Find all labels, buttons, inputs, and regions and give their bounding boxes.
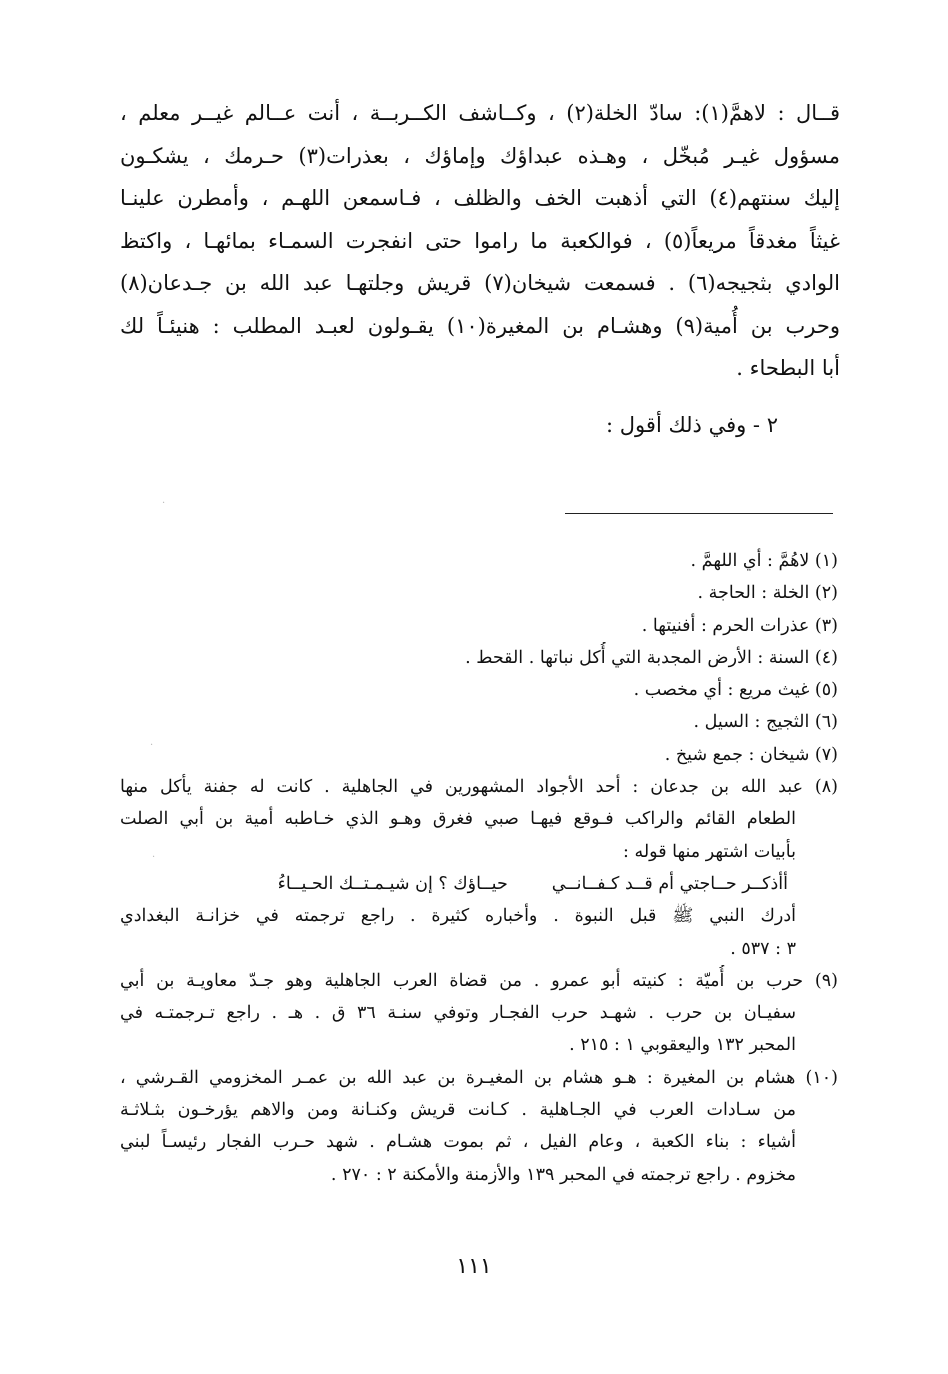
footnote-line: (٩) حرب بن أُميّة : كنيته أبو عمرو . من قضاة العرب الجاهلية وهو جـدّ معاويـة بن أبي xyxy=(120,970,838,991)
verse-first-hemistich: أأذكــر حــاجتي أم قــد كـفــانــي xyxy=(551,873,788,894)
footnote-line: (٨) عبد الله بن جدعان : أحد الأجواد المشهورين في الجاهلية . كانت له جفنة يأكل منها xyxy=(120,777,838,798)
footnote-line: (٤) السنة : الأرض المجدبة التي أُكل نباتها . القحط . xyxy=(465,647,838,668)
scan-speck: · xyxy=(162,498,166,509)
verse-second-hemistich: حيــاؤك ؟ إن شيـمـتــك الحـيــاءُ xyxy=(277,873,508,894)
footnote-divider xyxy=(565,513,833,514)
main-line: مسؤول غيـر مُبخّل ، وهـذه عبداؤك وإماؤك ، بعذرات(٣) حـرمك ، يشكـون xyxy=(120,143,840,168)
footnote-line: (١) لاهُمَّ : أي اللهمَّ . xyxy=(690,551,838,571)
main-line: أبا البطحاء . xyxy=(736,356,840,380)
footnote-line: (٣) عذرات الحرم : أفنيتها . xyxy=(641,615,838,636)
footnote-line: مخزوم . راجع ترجمته في المحبر ١٣٩ والأزمنة والأمكنة ٢ : ٢٧٠ . xyxy=(330,1164,796,1185)
footnote-line: ٣ : ٥٣٧ . xyxy=(730,938,796,959)
main-line: غيثاً مغدقاً مريعاً(٥) ، فوالكعبة ما راموا حتى انفجرت السمـاء بمائهـا ، واكتظ xyxy=(120,228,840,253)
page-number: ١١١ xyxy=(456,1254,492,1279)
footnote-line: (١٠) هشام بن المغيرة : هـو هشام بن المغيـرة بن عبد الله بن عمـر المخزومي القـرشي ، xyxy=(120,1067,838,1088)
footnote-line: المحبر ١٣٢ واليعقوبي ١ : ٢١٥ . xyxy=(569,1035,796,1056)
footnote-line: الطعام القائم والراكب فـوقع فيهـا صبي فغرق وهـو الذي خـاطبه أمية بن أبي الصلت xyxy=(120,809,796,830)
footnotes-block xyxy=(120,545,838,1191)
scan-speck: · xyxy=(150,740,154,751)
footnote-line: (٢) الخلة : الحاجة . xyxy=(697,583,838,604)
footnote-line: أدرك النبي ﷺ قبل النبوة . وأخباره كثيرة . راجع ترجمته في خزانـة البغدادي xyxy=(120,906,796,927)
footnote-line: (٧) شيخان : جمع شيخ . xyxy=(664,744,838,765)
footnote-line: (٥) غيث مريع : أي مخصب . xyxy=(633,680,838,701)
main-line: وحرب بن أُمية(٩) وهشـام بن المغيرة(١٠) يقـولون لعبـد المطلب : هنيئـاً لك xyxy=(120,313,840,338)
footnote-line: (٦) الثجيج : السيل . xyxy=(693,712,838,733)
scan-speck: · xyxy=(152,852,156,863)
section-heading: ٢ - وفي ذلك أقول : xyxy=(606,413,778,437)
main-line: الوادي بثجيجه(٦) . فسمعت شيخان(٧) قريش وجلتهـا عبد الله بن جـدعان(٨) xyxy=(120,271,840,295)
footnote-line: أشياء : بناء الكعبة ، وعام الفيل ، ثم بموت هشـام . شهد حـرب الفجار رئيسـاً لبني xyxy=(120,1132,796,1153)
main-line: إليك سنتهم(٤) التي أذهبت الخف والظلف ، فـاسمعن اللهـم ، وأمطرن علينـا xyxy=(120,186,840,210)
footnote-verse xyxy=(120,868,838,900)
main-paragraph xyxy=(120,92,840,390)
footnote-line: بأبيات اشتهر منها قوله : xyxy=(622,841,796,862)
footnote-line: من سـادات العرب في الجـاهلية . كـانت قريش وكنـانة ومن والاهم يؤرخـون بثـلاثـة xyxy=(120,1100,796,1121)
footnote-line: سفيـان بن حرب . شهـد حرب الفجـار وتوفي سنـة ٣٦ ق . هـ . راجع تـرجمتـه في xyxy=(120,1003,796,1024)
main-line: قــال : لاهمَّ(١): سادّ الخلة(٢) ، وكــاشف الكــربــة ، أنت عــالم غيــر معلم ، xyxy=(120,101,840,125)
